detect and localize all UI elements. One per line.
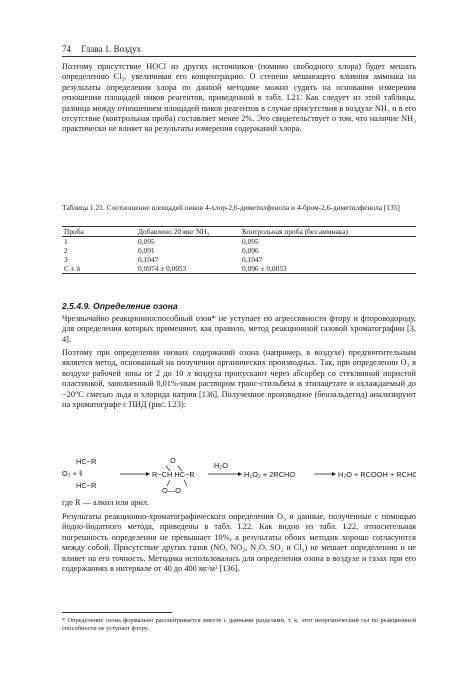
reactant-bottom: HC−R [76,481,97,490]
running-title: Глава 1. Воздух [81,44,142,54]
reaction-products: H₂O₂ + 2RCHO [244,470,296,479]
column-header: Контрольная проба (без аммиака) [242,227,348,236]
table-row [62,237,416,247]
table-cell: 0,095 [242,237,259,246]
final-products: H₂O + RCOOH + RCHO [338,470,416,479]
paragraph-r-definition: где R — алкил или арил. [62,498,150,507]
table-cell: 0,1047 [138,255,159,264]
header-rule [62,56,416,57]
running-header [62,44,141,54]
column-header: Проба [64,227,84,236]
arrowhead-2 [238,472,242,476]
section-heading: 2.5.4.9. Определение озона [62,301,178,311]
footnote: * Определение озона формально рассматривается вместе с данными разделами, т. к. этот неорганический газ по реакционной способности не уступает фтору. [62,617,416,632]
table-row [62,264,416,274]
table-cell: 3 [64,255,68,264]
reactant-mid: O₃ + ‖ [62,469,83,478]
table-cell: 0,095 [138,237,155,246]
footnote-rule [62,612,172,613]
table-cell: 0,0974 ± 0,0053 [138,264,187,273]
table-cell: 1 [64,237,68,246]
table-caption: Таблица 1.21. Соотношение площадей пиков 4-хлор-2,6-диметилфенола и 4-бром-2,6-диметилфенола [135] [62,203,400,212]
arrowhead-3 [332,472,336,476]
table-cell: 2 [64,246,68,255]
page-number: 74 [62,44,71,54]
arrowhead-1 [146,472,150,476]
table-row [62,255,416,264]
ozonide-carbons: R−CH HC−R [152,470,195,479]
table-header-row [62,227,416,237]
paragraph-results: Результаты реакционно-хроматографического определения O₃ и данные, полученные с помощью йодно-йодатного метода, приведены в табл. I.22. Как видно из табл. I.22, относительная погрешность определения не превышает 10%, а результаты обоих методик хорошо согласуются между собой. Присутствие других газов (NO, NO₂, N₂O, SO₂ и Cl₂) не мешает определению и не влияет на его точность. Методика использовалась для определения озона в воздухе и газах при его содержаниях в интервале от 40 до 400 мг/м³ [136]. [62,512,416,574]
table-row [62,246,416,255]
paragraph-ozone-reactivity: Чрезвычайно реакционноспособный озон* не уступает по агрессивности фтору и фтороводороду, для определения которых применяют, как правило, метод реакционной газовой хроматографии [3, 4]. [62,314,416,344]
ozonide-peroxide: O—O [162,486,181,495]
paragraph-chlorine-interference: Поэтому присутствие HOCl из других источников (помимо свободного хлора) будет мешать определению Cl₂, увеличивая его концентрацию. О степени мешающего влияния аммиака на результаты определения хлора по данной методике можно судить на основании измерения отношения площадей пиков реагентов, приведенной в табл. I.21. Как следует из этой таблицы, разница между отношением площадей пиков реагентов в случае присутствия в воздухе NH₃ и в его отсутствие (контрольная проба) составляет менее 2%. Это свидетельствует о том, что наличие NH₃ практически не влияет на результаты измерения содержаний хлора. [62,62,416,134]
ozonolysis-reaction-scheme [62,455,416,495]
reactant-top: HC−R [76,457,97,466]
table-cell: 0,096 [242,246,259,255]
hydrolysis-reagent: H₂O [214,461,228,470]
table-cell: C ± δ [64,264,81,273]
peak-ratio-table [62,226,416,274]
ozonide-top-oxygen: O [170,456,176,465]
ozonide-bond-lower-right [184,480,187,486]
reaction-diagram [62,455,416,495]
table-cell: 0,1047 [242,255,263,264]
column-header: Добавлено 20 мкг NH₃ [138,227,210,236]
paragraph-ozone-method: Поэтому при определении низких содержаний озона (например, в воздухе) предпочтительным является метод, основанный на получении органических производных. Так, при определении O₃ в воздухе рабочей зоны от 2 до 10 л воздуха пропускают через абсорбер со стеклянной пористой пластинкой, заполненный 0,01%-ным раствором транс-стильбена в этилацетате и охлаждаемый до −20°C смесью льда и хлорида натрия [136]. Полученное производное (бензальдегид) анализируют на хроматографе с ПИД (рис. I.23): [62,348,416,410]
table-cell: 0,091 [138,246,155,255]
table-cell: 0,096 ± 0,0053 [242,264,287,273]
